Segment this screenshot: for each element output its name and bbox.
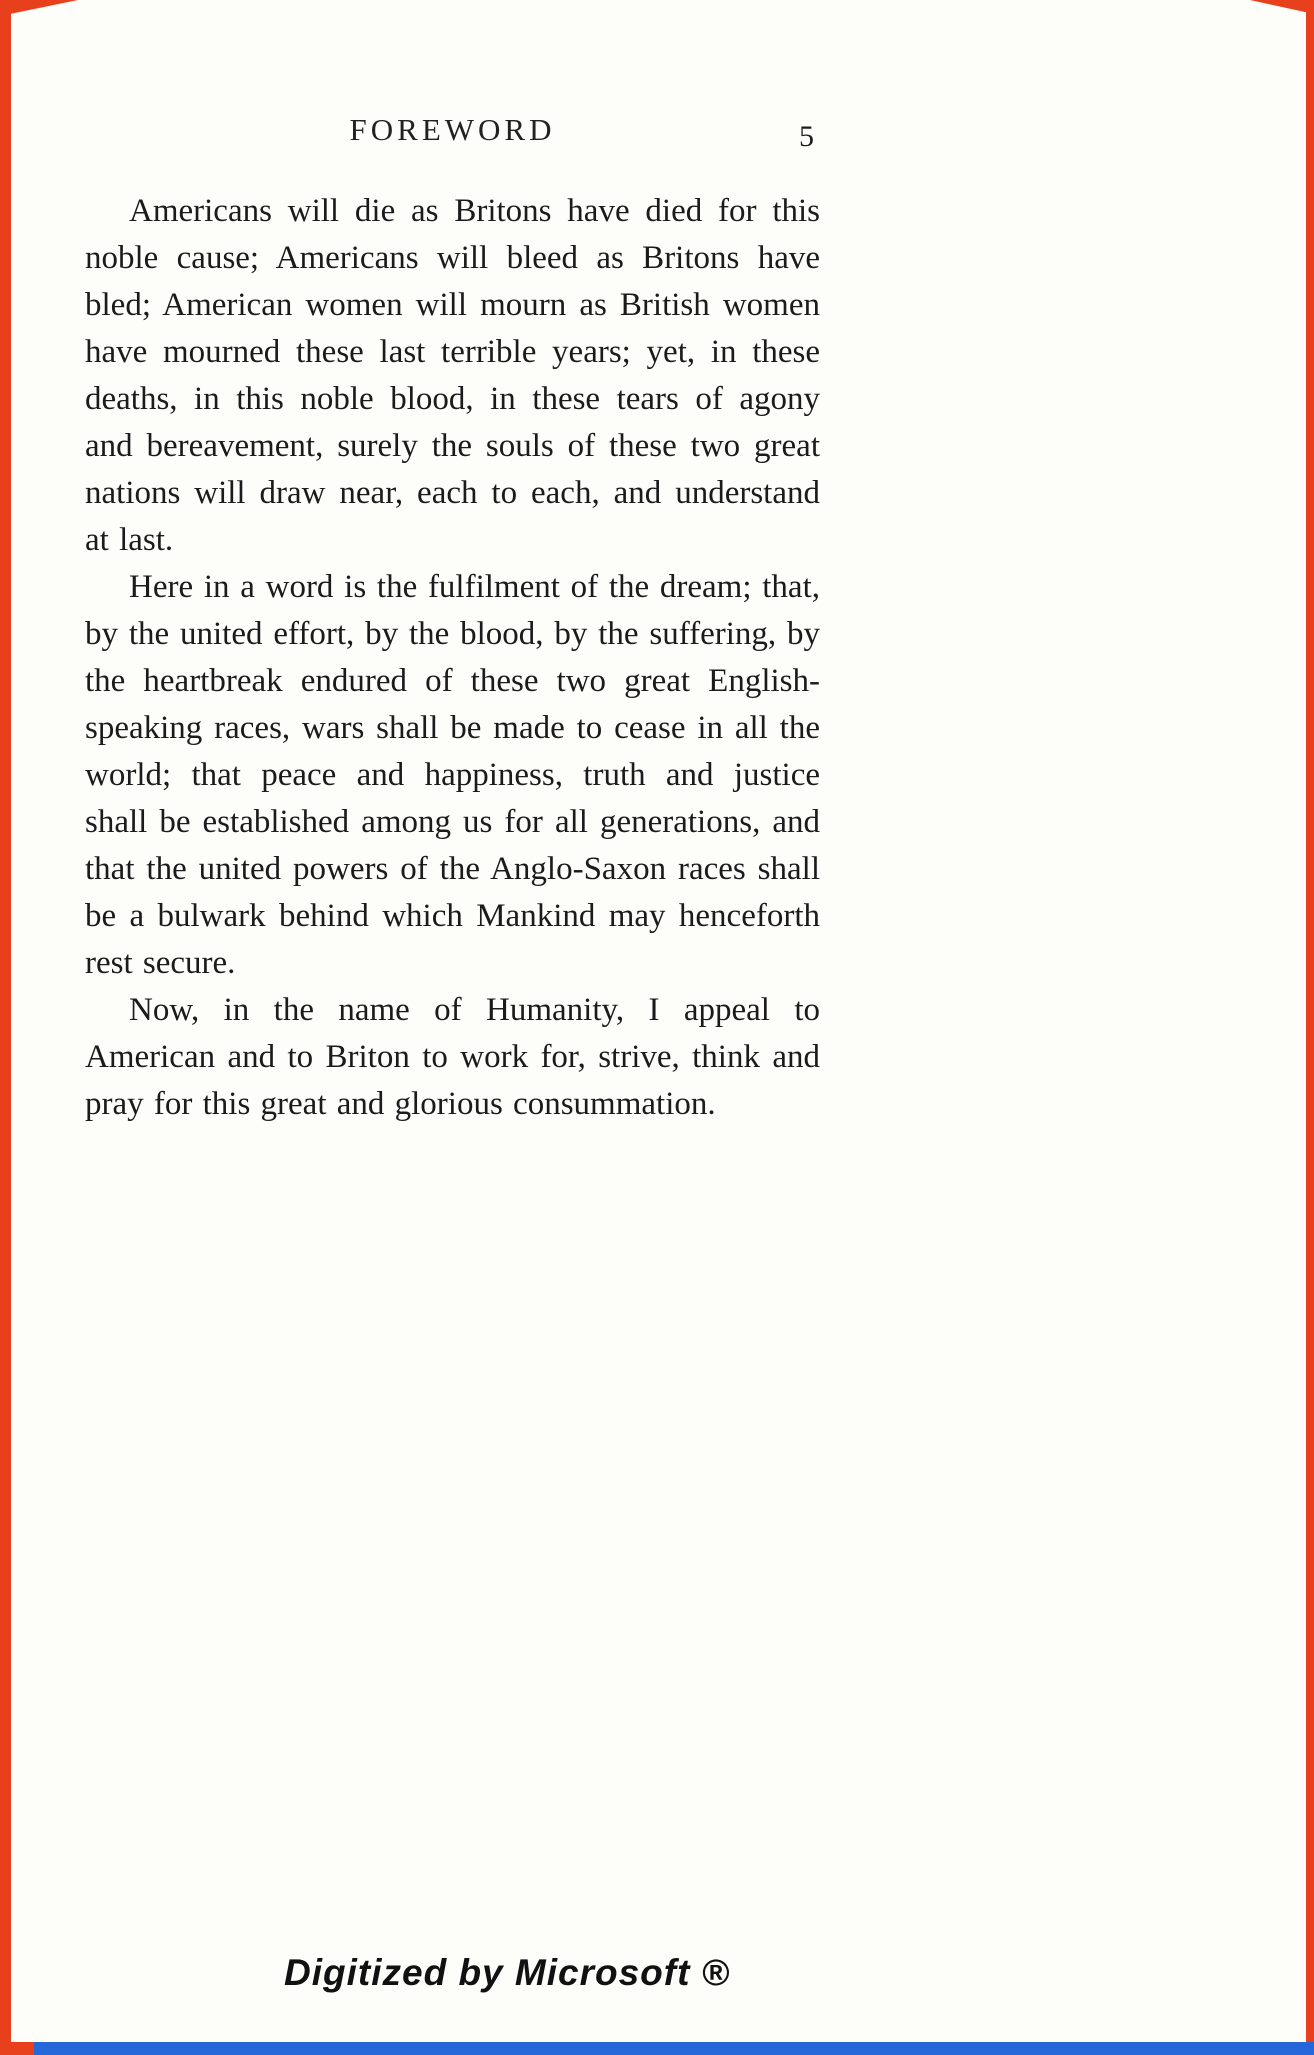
paragraph-2: Here in a word is the fulfilment of the dream; that, by the united effort, by the blood, by the suffering, by the heartbreak endured of these two great English-speaking races, wars shall be made to cease in all the world; that peace and happiness, truth and justice shall be established among us for all generations, and that the united powers of the Anglo-Saxon races shall be a bulwark behind which Mankind may henceforth rest secure. [85, 569, 820, 981]
paragraph-3: Now, in the name of Humanity, I appeal to American and to Briton to work for, strive, think and pray for this great and glorious consummation. [85, 992, 820, 1122]
page-title: FOREWORD [349, 112, 556, 147]
right-edge-strip [1306, 0, 1314, 2055]
top-left-corner-mark [0, 0, 78, 16]
bottom-left-corner-mark [0, 2042, 34, 2055]
digitized-watermark: Digitized by Microsoft ® [284, 1952, 730, 1993]
top-right-corner-mark [1250, 0, 1314, 14]
page-number: 5 [799, 120, 814, 153]
left-edge-strip [0, 0, 11, 2055]
bottom-edge-strip [0, 2042, 1314, 2055]
text-column [85, 112, 820, 1128]
page-header [85, 112, 820, 188]
paragraph-1: Americans will die as Britons have died for this noble cause; Americans will bleed as Britons have bled; American women will mourn as British women have mourned these last terrible years; yet, in these deaths, in this noble blood, in these tears of agony and bereavement, surely the souls of these two great nations will draw near, each to each, and understand at last. [85, 193, 820, 558]
